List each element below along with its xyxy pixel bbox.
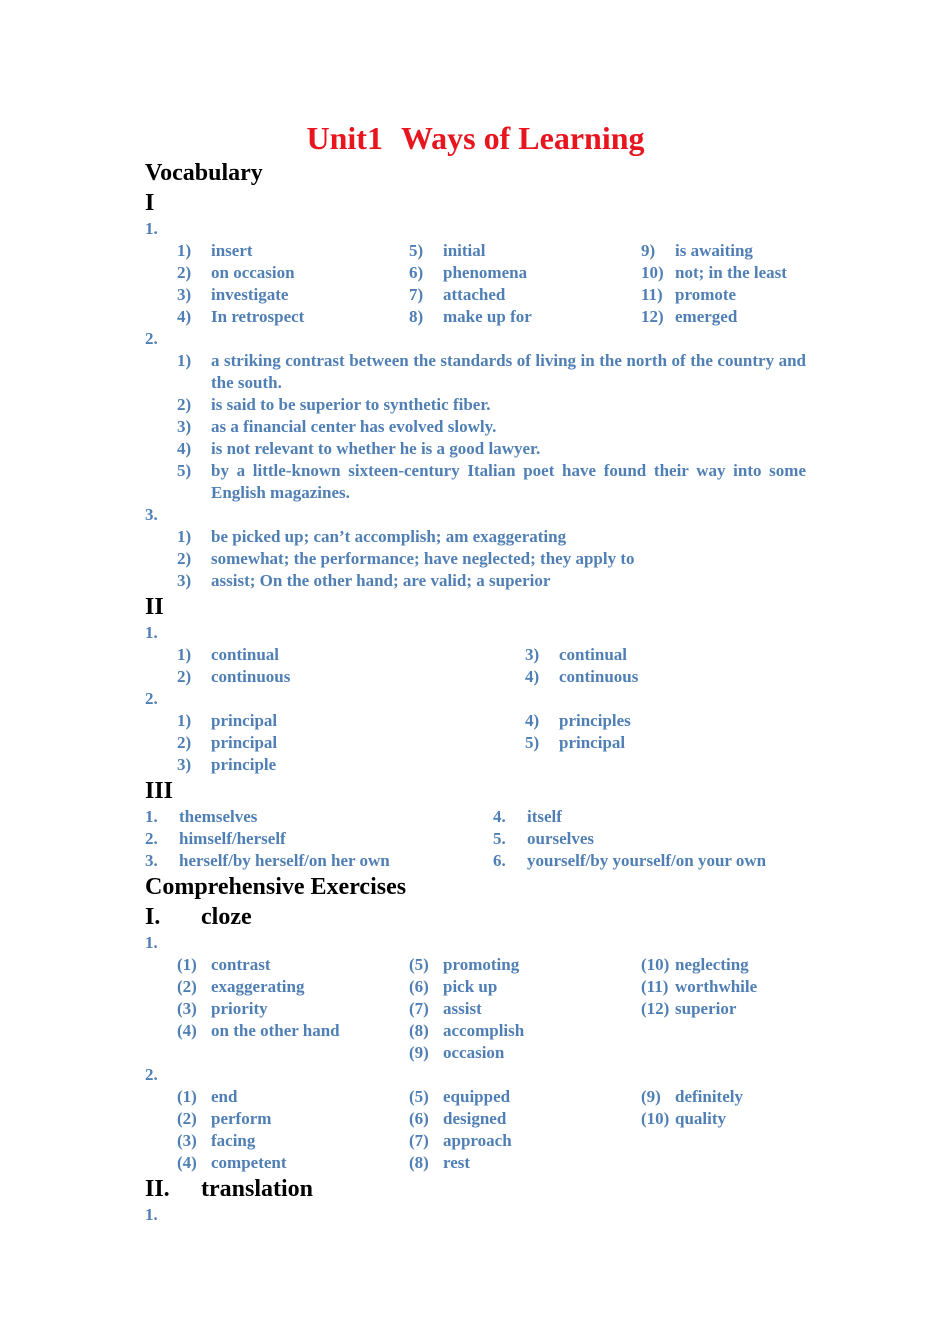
answer-row (145, 976, 806, 998)
answer-item: (10) neglecting (641, 955, 749, 974)
answer-row (145, 1152, 806, 1174)
answer-item: (10) quality (641, 1109, 727, 1128)
answer-item: 3) continual (525, 645, 628, 664)
answer-row (145, 306, 806, 328)
answer-item: 5. ourselves (493, 829, 595, 848)
answer-row (145, 262, 806, 284)
answer-item: (3) facing (177, 1131, 256, 1150)
exercise-number: 1. (145, 933, 158, 952)
answer-item: 10) not; in the least (641, 263, 787, 282)
answer-item: (2) exaggerating (177, 977, 305, 996)
answer-item: 9) is awaiting (641, 241, 753, 260)
answer-key-page (145, 118, 806, 1226)
answer-item: 1) be picked up; can’t accomplish; am exaggerating (177, 527, 567, 546)
answer-item: 3) as a financial center has evolved slowly. (177, 417, 497, 436)
answer-item: 7) attached (409, 285, 506, 304)
answer-item: 1) principal (177, 711, 278, 730)
answer-item: (6) designed (409, 1109, 507, 1128)
answer-item: 2) somewhat; the performance; have neglected; they apply to (177, 549, 635, 568)
answer-item: 3. herself/by herself/on her own (145, 851, 390, 870)
answer-item: (7) assist (409, 999, 482, 1018)
answer-item: (6) pick up (409, 977, 498, 996)
section-I-heading: I (145, 190, 155, 216)
answer-item: 4) continuous (525, 667, 639, 686)
answer-item: 8) make up for (409, 307, 532, 326)
answer-item: 4) is not relevant to whether he is a good lawyer. (177, 439, 541, 458)
answer-row (145, 754, 806, 776)
answer-item: (9) occasion (409, 1043, 505, 1062)
answer-item: (2) perform (177, 1109, 272, 1128)
exercise-number: 2. (145, 1065, 158, 1084)
answer-item: 3) investigate (177, 285, 289, 304)
answer-item: (1) contrast (177, 955, 271, 974)
answer-item: 5) initial (409, 241, 486, 260)
answer-row (145, 1086, 806, 1108)
answer-row (145, 284, 806, 306)
unit-name: Ways of Learning (400, 120, 645, 156)
answer-item: 6. yourself/by yourself/on your own (493, 851, 767, 870)
answer-row (145, 666, 806, 688)
answer-row (145, 732, 806, 754)
translation-heading: II. translation (145, 1176, 314, 1202)
answer-item: 2) on occasion (177, 263, 295, 282)
answer-item: 6) phenomena (409, 263, 528, 282)
answer-item: (11) worthwhile (641, 977, 758, 996)
answer-item: 1) insert (177, 241, 253, 260)
answer-item: (7) approach (409, 1131, 512, 1150)
answer-item: (9) definitely (641, 1087, 743, 1106)
answer-item: (8) accomplish (409, 1021, 525, 1040)
answer-item: 1) continual (177, 645, 280, 664)
answer-item: 5) by a little-known sixteen-century Italian poet have found their way into some English magazines. (177, 461, 806, 502)
answer-item: (12) superior (641, 999, 737, 1018)
answer-item: 3) assist; On the other hand; are valid; a superior (177, 571, 551, 590)
answer-item: 2) principal (177, 733, 278, 752)
exercise-number: 2. (145, 329, 158, 348)
answer-item: 3) principle (177, 755, 277, 774)
answer-item: 2) is said to be superior to synthetic fiber. (177, 395, 491, 414)
unit-number: Unit1 (306, 120, 383, 156)
comprehensive-heading: Comprehensive Exercises (145, 874, 407, 900)
answer-row (145, 998, 806, 1020)
section-II-heading: II (145, 594, 164, 620)
answer-item: 1. themselves (145, 807, 258, 826)
answer-item: 12) emerged (641, 307, 738, 326)
answer-row (145, 828, 806, 850)
answer-item: (5) promoting (409, 955, 520, 974)
answer-row (145, 1020, 806, 1064)
exercise-number: 1. (145, 623, 158, 642)
exercise-number: 1. (145, 1205, 158, 1224)
vocabulary-heading: Vocabulary (145, 160, 263, 186)
cloze-heading: I. cloze (145, 904, 252, 930)
answer-item: 4) principles (525, 711, 631, 730)
answer-item: 4. itself (493, 807, 562, 826)
answer-item: 2. himself/herself (145, 829, 286, 848)
answer-row (145, 710, 806, 732)
answer-item: (8) rest (409, 1153, 471, 1172)
answer-row (145, 954, 806, 976)
answer-row (145, 850, 806, 872)
answer-item: (4) on the other hand (177, 1021, 340, 1040)
answer-row (145, 1108, 806, 1130)
exercise-number: 2. (145, 689, 158, 708)
answer-item: 2) continuous (177, 667, 291, 686)
answer-item: 5) principal (525, 733, 626, 752)
answer-row (145, 806, 806, 828)
answer-item: (5) equipped (409, 1087, 511, 1106)
answer-item: 1) a striking contrast between the standards of living in the north of the country and the south. (177, 351, 806, 392)
exercise-number: 3. (145, 505, 158, 524)
answer-item: 4) In retrospect (177, 307, 305, 326)
answer-item: (4) competent (177, 1153, 287, 1172)
exercise-number: 1. (145, 219, 158, 238)
answer-row (145, 240, 806, 262)
page-title (145, 118, 806, 158)
answer-item: 11) promote (641, 285, 737, 304)
answer-row (145, 1130, 806, 1152)
answer-item: (3) priority (177, 999, 268, 1018)
answer-item: (1) end (177, 1087, 238, 1106)
section-III-heading: III (145, 778, 174, 804)
answer-row (145, 644, 806, 666)
